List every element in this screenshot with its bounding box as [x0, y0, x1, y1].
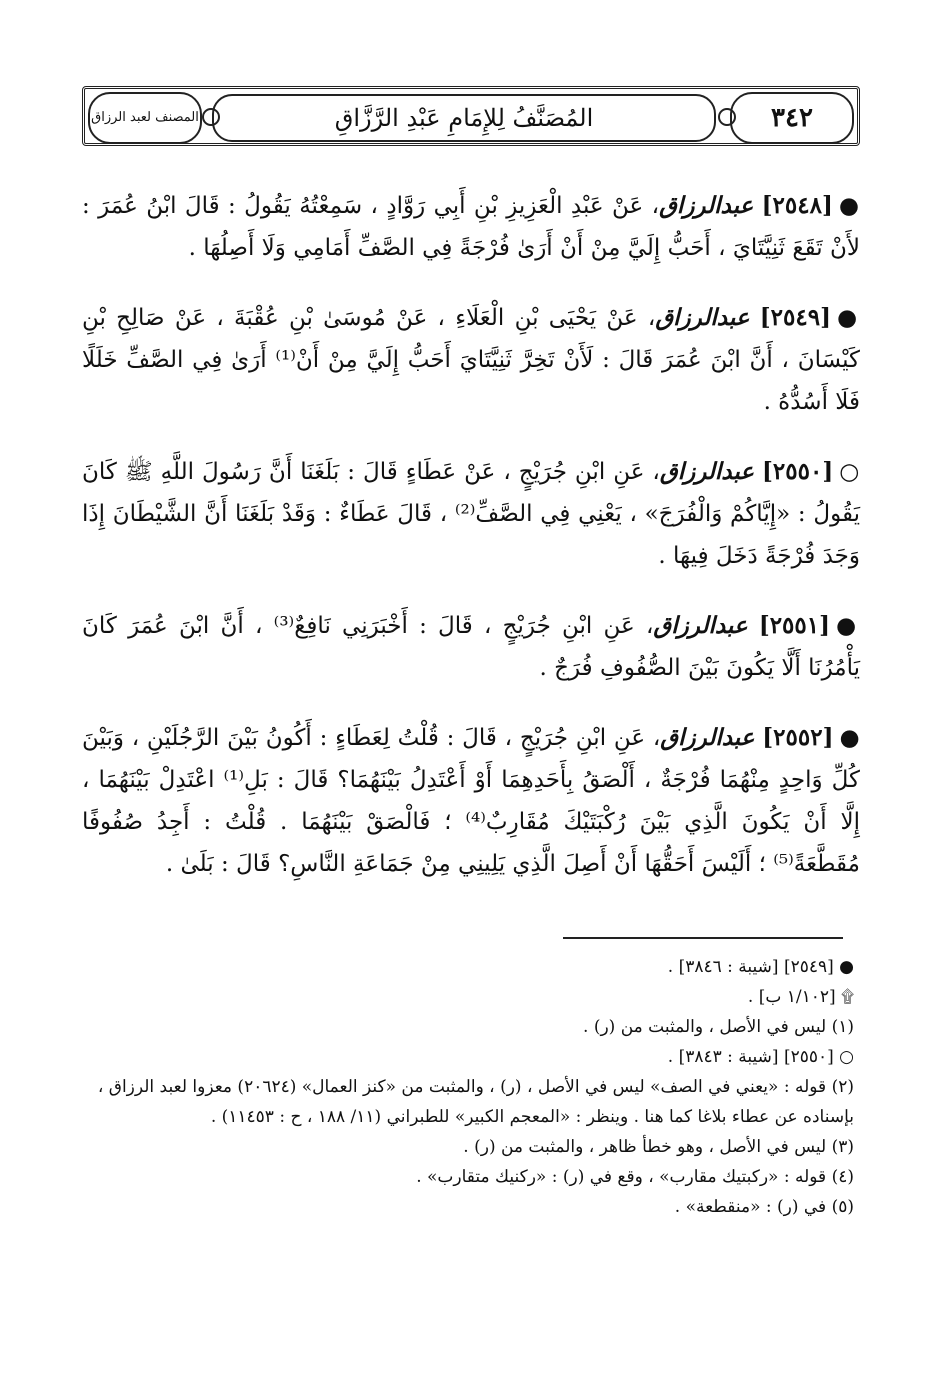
hadith-text: ، عَنْ يَحْيَى بْنِ الْعَلَاءِ ، عَنْ مُوسَىٰ بْنِ عُقْبَةَ ، عَنْ صَالِحِ بْنِ كَيْسَانَ ، أَنَّ ابْنَ عُمَرَ قَالَ : لَأَنْ تَخِرَّ ثَنِيَّتَايَ أَحَبُّ إِلَيَّ مِنْ أَنْ⁽¹⁾ أَرَىٰ فِي الصَّفِّ خَلَلًا فَلَا أَسُدُّهُ .	[82, 305, 860, 415]
footnote: ۩ [١/١٠٢ ب] .	[747, 987, 854, 1007]
hadith-number: [٢٥٤٨]	[761, 192, 833, 219]
hadith-number: [٢٥٥١]	[758, 612, 831, 639]
footnote: ○ [٢٥٥٠] [شيبة : ٣٨٤٣] .	[667, 1047, 854, 1067]
hadith-text: ، عَنِ ابْنِ جُرَيْجٍ ، قَالَ : أَخْبَرَنِي نَافِعٌ⁽³⁾ ، أَنَّ ابْنَ عُمَرَ كَانَ يَأْمُرُنَا أَلَّا يَكُونَ بَيْنَ الصُّفُوفِ فُرَجٌ .	[82, 613, 860, 681]
footnote: (٤) قوله : «ركبتيك مقارب» ، وقع في (ر) : «ركنيك متقارب» .	[416, 1167, 854, 1187]
footnote: ● [٢٥٤٩] [شيبة : ٣٨٤٦] .	[667, 957, 854, 977]
hadith-number: [٢٥٥٢]	[762, 724, 834, 751]
main-text	[82, 162, 860, 913]
hadith-narrator: عبدالرزاق	[659, 458, 755, 485]
hadith-number: [٢٥٤٩]	[759, 304, 831, 331]
hadith-number: [٢٥٥٠]	[762, 458, 834, 485]
hadith-text: ، عَنِ ابْنِ جُرَيْجٍ ، عَنْ عَطَاءٍ قَالَ : بَلَغَنَا أَنَّ رَسُولَ اللَّهِ ﷺ كَانَ يَقُولُ : «إِيَّاكُمْ وَالْفُرَجَ» ، يَعْنِي فِي الصَّفِّ⁽²⁾ ، قَالَ عَطَاءٌ : وَقَدْ بَلَغَنَا أَنَّ الشَّيْطَانَ إِذَا وَجَدَ فُرْجَةً دَخَلَ فِيهَا .	[82, 459, 860, 569]
hadith-2549	[82, 297, 860, 423]
hadith-text: ، عَنِ ابْنِ جُرَيْجٍ ، قَالَ : قُلْتُ لِعَطَاءٍ : أَكُونُ بَيْنَ الرَّجُلَيْنِ ، وَبَيْنَ كُلِّ وَاحِدٍ مِنْهُمَا فُرْجَةٌ ، أَلْصَقُ بِأَحَدِهِمَا أَوْ أَعْتَدِلُ بَيْنَهُمَا؟ قَالَ : بَلِ⁽¹⁾ اعْتَدِلْ بَيْنَهُمَا ، إِلَّا أَنْ يَكُونَ الَّذِي بَيْنَ رُكْبَتَيْكَ مُقَارِبٌ⁽⁴⁾ ؛ فَالْصَقْ بَيْنَهُمَا . قُلْتُ : أَجِدُ صُفُوفًا مُقَطَّعَةً⁽⁵⁾ ؛ أَلَيْسَ أَحَقُّهَا أَنْ أَصِلَ الَّذِي يَلِينِي مِنْ جَمَاعَةِ النَّاسِ؟ قَالَ : بَلَىٰ .	[82, 725, 860, 877]
hadith-2550	[82, 451, 860, 577]
hadith-narrator: عبدالرزاق	[653, 612, 748, 639]
book-badge-text: المصنف لعبد الرزاق	[91, 110, 199, 125]
hadith-narrator: عبدالرزاق	[659, 192, 754, 219]
hadith-marker: ●	[836, 612, 860, 639]
page-header	[82, 86, 860, 146]
hadith-marker: ●	[836, 304, 861, 331]
hadith-2552	[82, 717, 860, 885]
hadith-marker: ●	[838, 192, 861, 219]
hadith-marker: ●	[839, 724, 860, 751]
footnotes	[82, 952, 860, 1222]
footnote: (٥) في (ر) : «منقطعة» .	[674, 1197, 854, 1217]
hadith-2548	[82, 185, 860, 269]
page-number-text: ٣٤٢	[771, 103, 813, 133]
page-number	[730, 92, 854, 144]
hadith-text: ، عَنْ عَبْدِ الْعَزِيزِ بْنِ أَبِي رَوَّادٍ ، سَمِعْتُهُ يَقُولُ : قَالَ ابْنُ عُمَرَ : لأَنْ تَقَعَ ثَنِيَّتَايَ ، أَحَبُّ إِلَيَّ مِنْ أَنْ أَرَىٰ فُرْجَةً فِي الصَّفِّ أَمَامِي وَلَا أَصِلُهَا .	[82, 193, 860, 261]
footnote: (١) ليس في الأصل ، والمثبت من (ر) .	[583, 1017, 854, 1037]
book-badge	[88, 92, 202, 144]
hadith-narrator: عبدالرزاق	[660, 724, 755, 751]
running-title-text: المُصَنَّفُ لِلإِمَامِ عَبْدِ الرَّزَّاقِ	[334, 104, 594, 132]
footnote-divider	[563, 937, 843, 939]
footnote: (٢) قوله : «يعني في الصف» ليس في الأصل ، (ر) ، والمثبت من «كنز العمال» (٢٠٦٢٤) معزوا لعبد الرزاق ، بإسناده عن عطاء بلاغا كما هنا . وينظر : «المعجم الكبير» للطبراني (١١/ ١٨٨ ، ح : ١١٤٥٣) .	[97, 1077, 854, 1127]
hadith-marker: ○	[839, 458, 860, 485]
footnote: (٣) ليس في الأصل ، وهو خطأ ظاهر ، والمثبت من (ر) .	[463, 1137, 854, 1157]
running-title	[212, 94, 716, 142]
hadith-2551	[82, 605, 860, 689]
hadith-narrator: عبدالرزاق	[655, 304, 750, 331]
